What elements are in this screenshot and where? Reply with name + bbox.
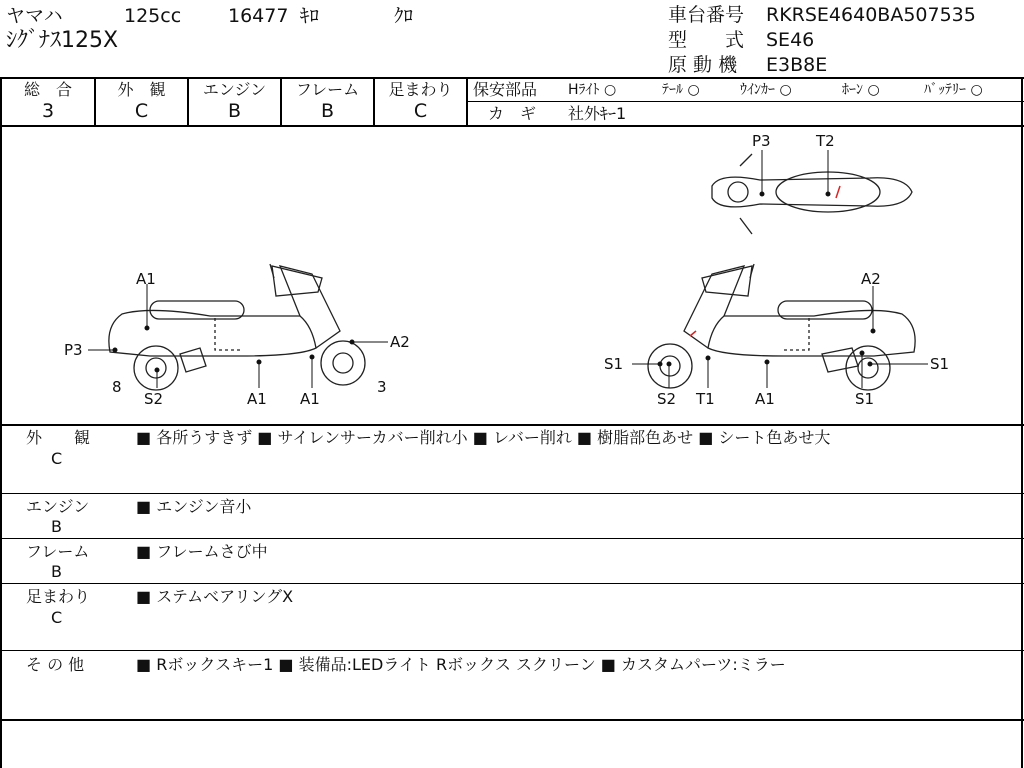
- remark-engine-text: ■ エンジン音小: [136, 497, 252, 516]
- grade-frame-value: B: [320, 100, 335, 122]
- grade-col-divider-5: [466, 77, 468, 125]
- diagram-label-right-t1: T1: [696, 390, 715, 408]
- safety-divider: [468, 101, 1024, 102]
- grade-frame-label: フレーム: [295, 80, 360, 99]
- remark-divider-1: [0, 493, 1024, 494]
- remark-other-label: そ の 他: [26, 655, 85, 674]
- diagram-label-right-s2: S2: [657, 390, 677, 408]
- displacement: 125cc: [124, 5, 182, 27]
- safety-headlight: Hﾗｲﾄ ○: [568, 82, 617, 98]
- grade-overall-label: 総 合: [23, 80, 72, 99]
- grade-overall-value: 3: [41, 100, 55, 122]
- safety-label: 保安部品: [473, 80, 538, 99]
- mileage: 16477: [228, 5, 289, 27]
- remark-appearance-text: ■ 各所うすきず ■ サイレンサーカバー削れ小 ■ レバー削れ ■ 樹脂部色あせ ■ シート色あせ大: [136, 428, 831, 447]
- damage-diagram: [0, 126, 1024, 424]
- remark-engine-label: エンジン: [26, 497, 90, 516]
- diagram-label-left-a1-front: A1: [300, 390, 320, 408]
- diagram-label-right-a1: A1: [755, 390, 775, 408]
- diagram-label-left-8: 8: [112, 378, 122, 396]
- remark-frame-label: フレーム: [26, 542, 90, 561]
- remark-engine-grade: B: [51, 517, 62, 536]
- key-value: 社外ｷｰ1: [568, 104, 627, 123]
- maker: ヤマハ: [6, 5, 63, 27]
- remark-suspension-text: ■ ステムベアリングX: [136, 587, 294, 606]
- type-value: SE46: [766, 29, 815, 51]
- remark-divider-3: [0, 583, 1024, 584]
- safety-battery: ﾊﾞｯﾃﾘｰ ○: [924, 82, 983, 98]
- grade-appearance-value: C: [134, 100, 149, 122]
- remark-divider-2: [0, 538, 1024, 539]
- diagram-label-left-s2: S2: [144, 390, 164, 408]
- remark-other-text: ■ Rボックスキー1 ■ 装備品:LEDライト Rボックス スクリーン ■ カスタムパーツ:ミラー: [136, 655, 786, 674]
- safety-horn: ﾎｰﾝ ○: [842, 82, 880, 98]
- bottom-divider: [0, 719, 1024, 721]
- scooter-top-view: [712, 154, 912, 234]
- color: ｸﾛ: [394, 5, 414, 27]
- grade-engine-value: B: [227, 100, 242, 122]
- engine-label: 原 動 機: [668, 54, 738, 76]
- model-name: ｼｸﾞﾅｽ125X: [6, 28, 119, 53]
- remark-appearance-label: 外 観: [26, 428, 91, 447]
- grade-appearance-label: 外 観: [117, 80, 166, 99]
- safety-winker: ｳｲﾝｶｰ ○: [740, 82, 792, 98]
- diagram-label-left-p3: P3: [64, 341, 83, 359]
- diagram-label-left-a1-seat: A1: [136, 270, 156, 288]
- grade-suspension-label: 足まわり: [388, 80, 453, 99]
- diagram-label-left-3: 3: [377, 378, 387, 396]
- safety-tail: ﾃｰﾙ ○: [662, 82, 700, 98]
- diagram-label-left-a2: A2: [390, 333, 410, 351]
- grade-engine-label: エンジン: [202, 80, 267, 99]
- diagram-label-right-a2: A2: [861, 270, 881, 288]
- type-label: 型 式: [668, 29, 745, 51]
- diagram-label-top-t2: T2: [816, 132, 835, 150]
- remark-frame-grade: B: [51, 562, 62, 581]
- remark-divider-4: [0, 650, 1024, 651]
- remark-appearance-grade: C: [51, 449, 63, 468]
- header-divider: [0, 77, 1024, 79]
- scratch-mark-top: [836, 186, 840, 198]
- remark-frame-text: ■ フレームさび中: [136, 542, 268, 561]
- diagram-label-top-p3: P3: [752, 132, 771, 150]
- diagram-label-right-s1-front: S1: [604, 355, 624, 373]
- grade-suspension-value: C: [413, 100, 428, 122]
- diagram-divider: [0, 424, 1024, 426]
- remark-suspension-grade: C: [51, 608, 63, 627]
- frame-number-label: 車台番号: [668, 4, 745, 26]
- diagram-label-right-s1-muffler: S1: [930, 355, 950, 373]
- scratch-mark-right: [690, 331, 696, 336]
- diagram-label-right-s1-rear: S1: [855, 390, 875, 408]
- diagram-label-left-a1-body: A1: [247, 390, 267, 408]
- engine-value: E3B8E: [766, 54, 828, 76]
- frame-number-value: RKRSE4640BA507535: [766, 4, 976, 26]
- mileage-unit: ｷﾛ: [300, 5, 320, 27]
- key-label: カ ギ: [488, 104, 537, 123]
- remark-suspension-label: 足まわり: [26, 587, 91, 606]
